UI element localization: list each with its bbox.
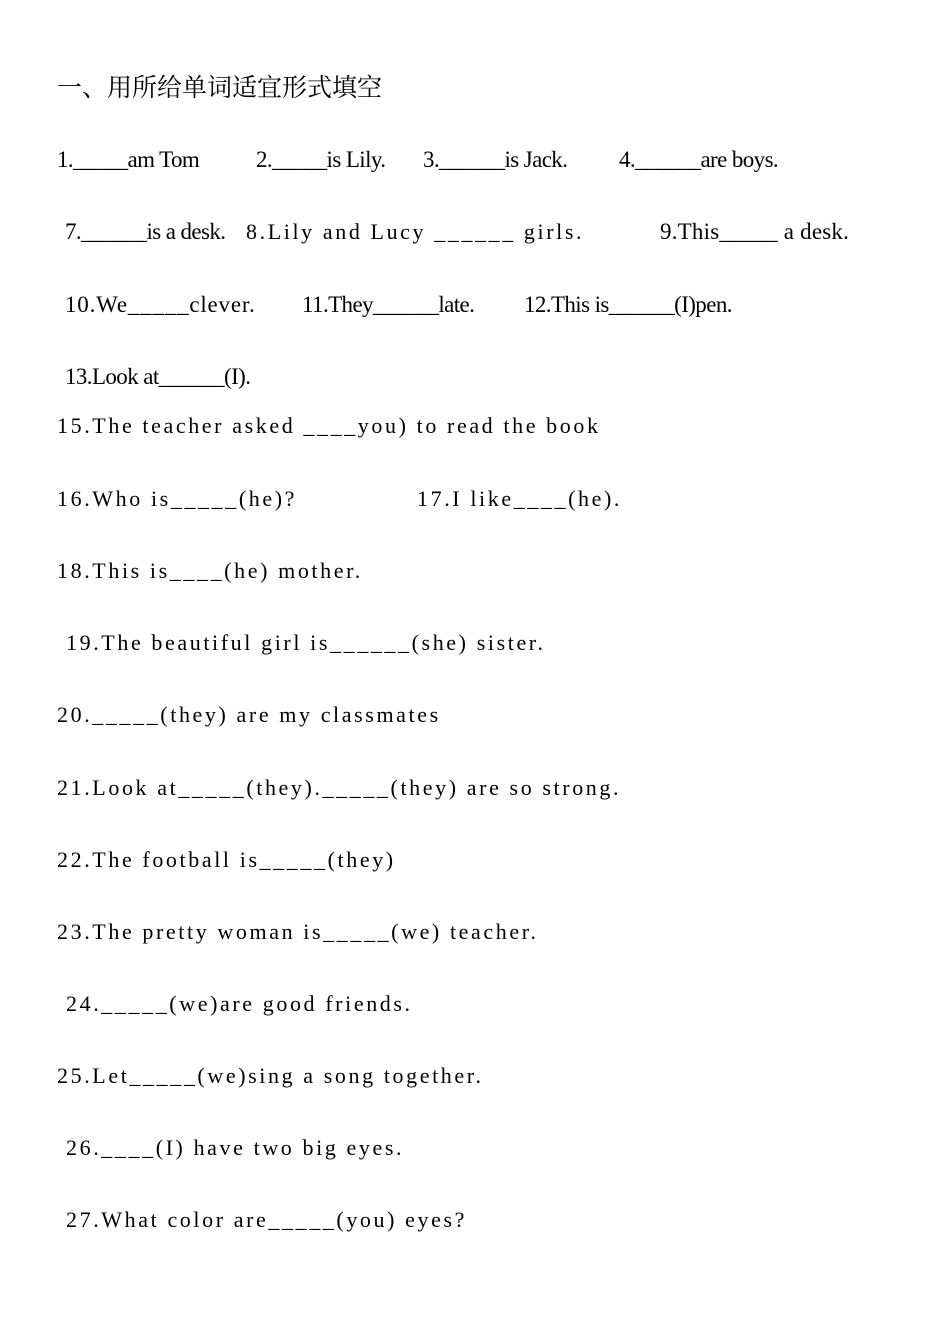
question-10: 10.We_____clever. — [65, 292, 256, 317]
question-25: 25.Let_____(we)sing a song together. — [57, 1063, 484, 1088]
question-2: 2._____is Lily. — [256, 147, 386, 172]
question-19: 19.The beautiful girl is______(she) sister. — [66, 630, 546, 655]
section-title: 一、用所给单词适宜形式填空 — [57, 73, 383, 102]
question-4: 4.______are boys. — [619, 147, 779, 172]
question-9: 9.This_____ a desk. — [660, 219, 850, 244]
question-18: 18.This is____(he) mother. — [57, 558, 363, 583]
question-12: 12.This is______(I)pen. — [524, 292, 732, 317]
question-22: 22.The football is_____(they) — [57, 847, 396, 872]
question-17: 17.I like____(he). — [417, 486, 623, 511]
question-15: 15.The teacher asked ____you) to read the book — [57, 413, 601, 438]
question-21: 21.Look at_____(they)._____(they) are so strong. — [57, 775, 622, 800]
question-20: 20._____(they) are my classmates — [57, 702, 441, 727]
question-13: 13.Look at______(I). — [65, 364, 251, 389]
question-8: 8.Lily and Lucy ______ girls. — [246, 219, 585, 244]
question-1: 1._____am Tom — [57, 147, 200, 172]
question-27: 27.What color are_____(you) eyes? — [66, 1207, 468, 1232]
question-16: 16.Who is_____(he)? — [57, 486, 298, 511]
question-26: 26.____(I) have two big eyes. — [66, 1135, 405, 1160]
question-3: 3.______is Jack. — [423, 147, 568, 172]
question-11: 11.They______late. — [302, 292, 475, 317]
question-24: 24._____(we)are good friends. — [66, 991, 413, 1016]
question-7: 7.______is a desk. — [65, 219, 226, 244]
question-23: 23.The pretty woman is_____(we) teacher. — [57, 919, 539, 944]
